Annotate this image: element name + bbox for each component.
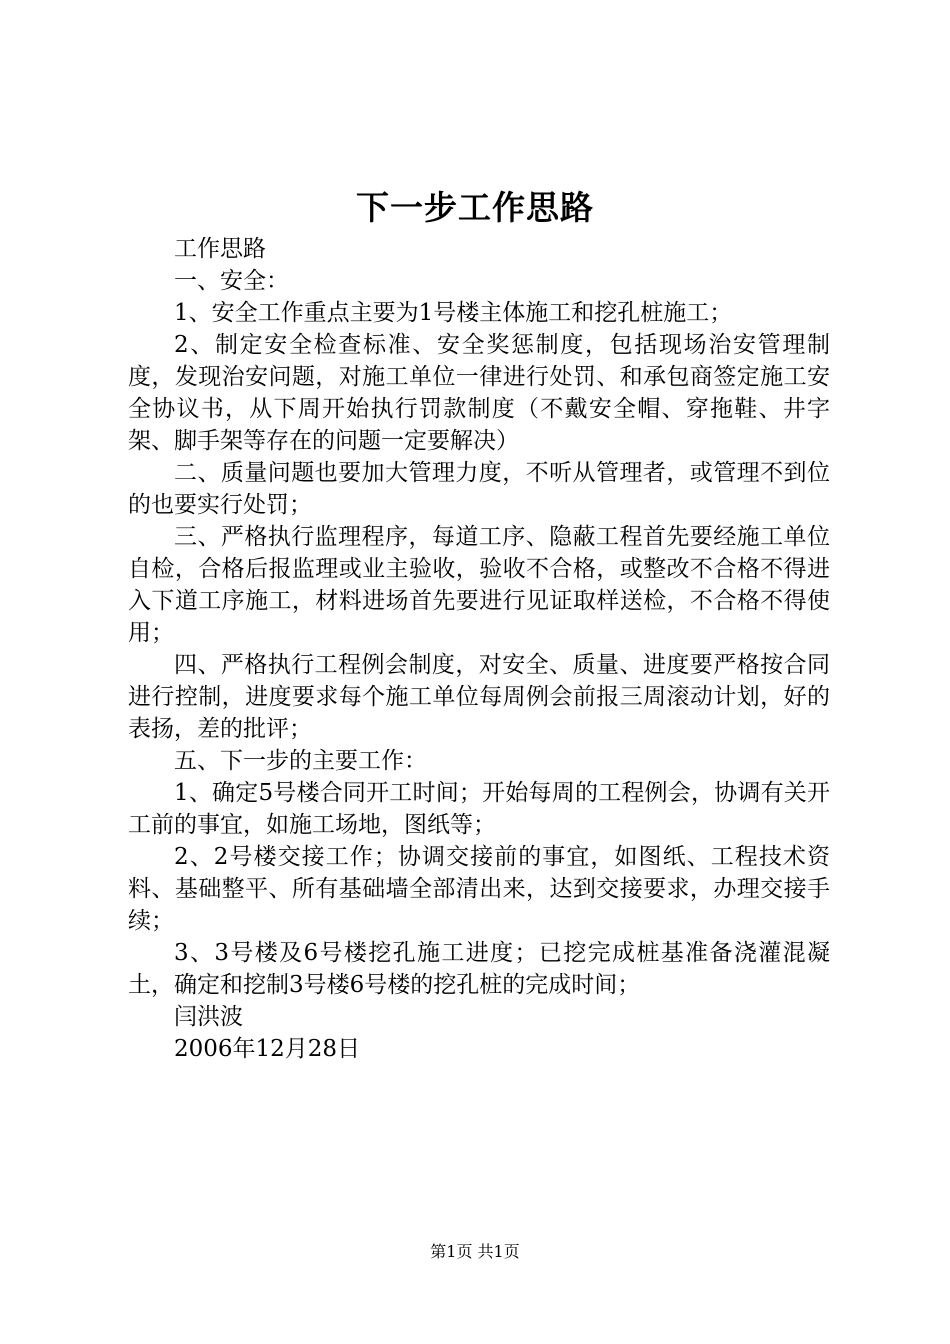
signature-date: 2006年12月28日 xyxy=(174,1036,361,1062)
paragraph-section-meetings: 四、严格执行工程例会制度，对安全、质量、进度要严格按合同进行控制，进度要求每个施工单位每周例会前报三周滚动计划，好的表扬，差的批评； xyxy=(128,652,830,742)
document-title: 下一步工作思路 xyxy=(356,188,594,227)
paragraph-heading-work-ideas: 工作思路 xyxy=(174,236,266,262)
paragraph-next-item-1: 1、确定5号楼合同开工时间；开始每周的工程例会，协调有关开工前的事宜，如施工场地，图纸等； xyxy=(128,780,830,838)
paragraph-safety-item-2: 2、制定安全检查标准、安全奖惩制度，包括现场治安管理制度，发现治安问题，对施工单位一律进行处罚、和承包商签定施工安全协议书，从下周开始执行罚款制度（不戴安全帽、穿拖鞋、井字架、脚手架等存在的问题一定要解决） xyxy=(128,332,830,454)
paragraph-safety-item-1: 1、安全工作重点主要为1号楼主体施工和挖孔桩施工； xyxy=(174,300,733,326)
paragraph-next-item-2: 2、2号楼交接工作；协调交接前的事宜，如图纸、工程技术资料、基础整平、所有基础墙全部清出来，达到交接要求，办理交接手续； xyxy=(128,844,830,934)
paragraph-section-supervision: 三、严格执行监理程序，每道工序、隐蔽工程首先要经施工单位自检，合格后报监理或业主验收，验收不合格，或整改不合格不得进入下道工序施工，材料进场首先要进行见证取样送检，不合格不得使用； xyxy=(128,524,830,646)
paragraph-section-quality: 二、质量问题也要加大管理力度，不听从管理者，或管理不到位的也要实行处罚； xyxy=(128,460,830,518)
paragraph-next-item-3: 3、3号楼及6号楼挖孔施工进度；已挖完成桩基准备浇灌混凝土，确定和挖制3号楼6号楼的挖孔桩的完成时间； xyxy=(128,940,830,998)
paragraph-section-safety: 一、安全： xyxy=(174,268,289,294)
document-body xyxy=(128,233,830,1065)
signature-name: 闫洪波 xyxy=(174,1004,243,1030)
paragraph-section-next-steps: 五、下一步的主要工作： xyxy=(174,748,427,774)
page-footer: 第1页 共1页 xyxy=(430,1242,520,1261)
